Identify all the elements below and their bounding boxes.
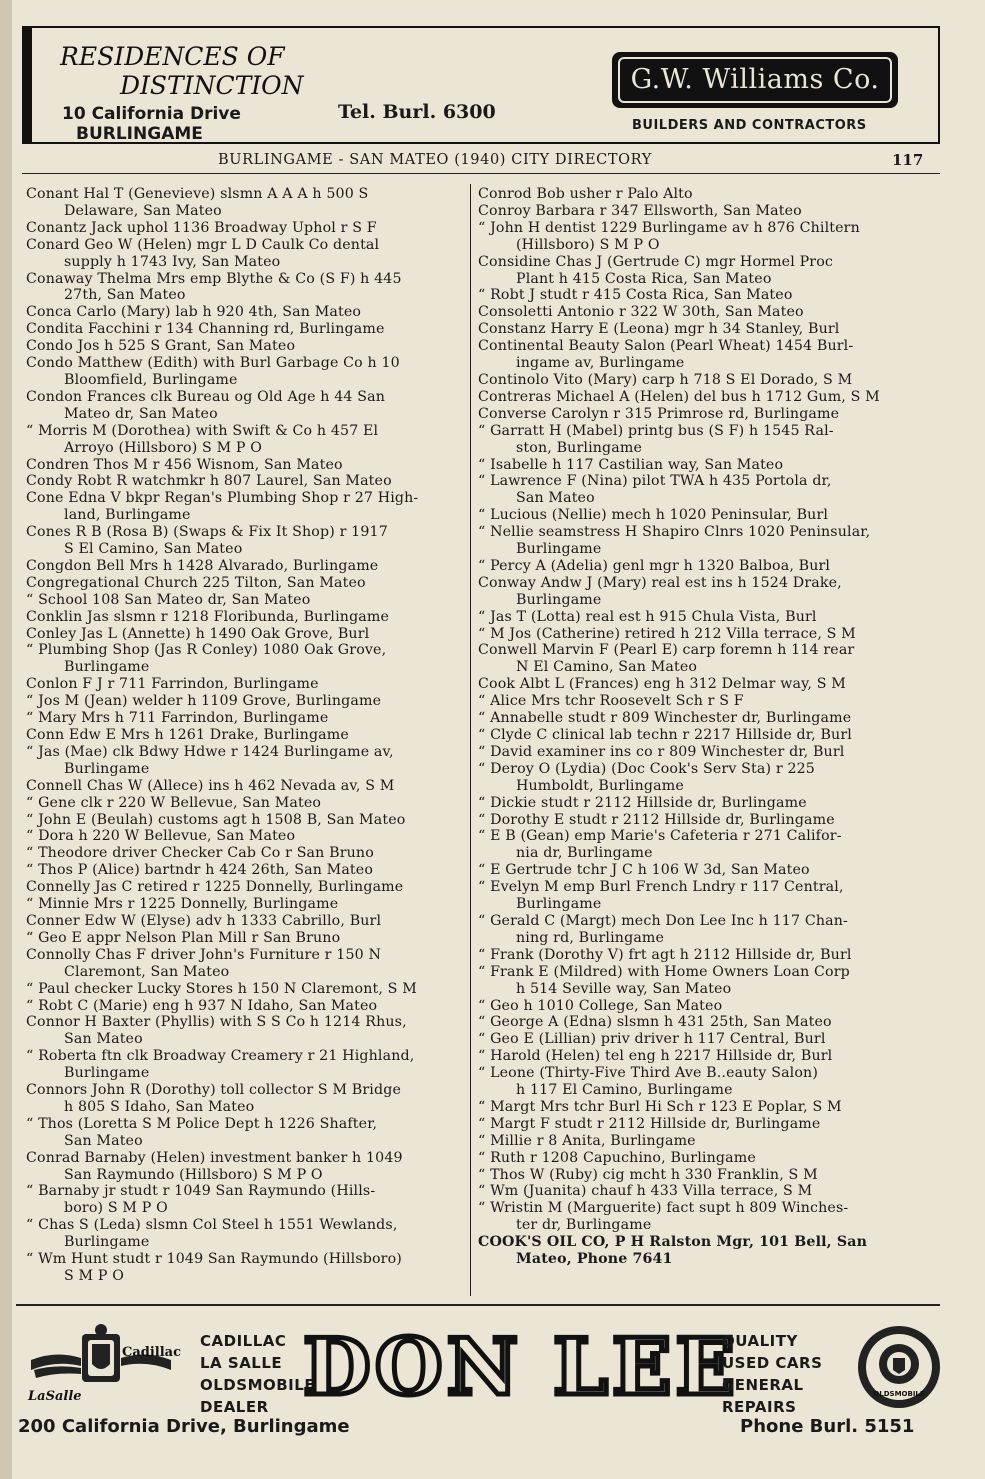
entry-continuation: San Mateo xyxy=(64,1031,143,1048)
entry-text: Conrad Barnaby (Helen) investment banker h 1049 xyxy=(26,1149,403,1166)
entry-continuation: boro) S M P O xyxy=(64,1200,168,1217)
directory-entry xyxy=(26,1048,466,1082)
entry-text: “ Nellie seamstress H Shapiro Clnrs 1020 Peninsular, xyxy=(478,524,871,541)
seal-text: OLDSMOBILE xyxy=(873,1390,925,1398)
directory-entry xyxy=(26,355,466,389)
directory-entry xyxy=(478,1183,936,1200)
running-title: BURLINGAME - SAN MATEO (1940) CITY DIRECTORY xyxy=(218,152,652,168)
directory-entry xyxy=(26,812,466,829)
directory-entry xyxy=(26,727,466,744)
entry-text: “ Dorothy E studt r 2112 Hillside dr, Burlingame xyxy=(478,811,835,828)
directory-entry xyxy=(26,998,466,1015)
entry-continuation: Delaware, San Mateo xyxy=(64,202,222,219)
entry-text: “ Mary Mrs h 711 Farrindon, Burlingame xyxy=(26,710,329,727)
directory-entry xyxy=(26,795,466,812)
directory-entry xyxy=(26,271,466,305)
entry-text: Connor H Baxter (Phyllis) with S S Co h 1214 Rhus, xyxy=(26,1014,407,1031)
entry-text: “ Isabelle h 117 Castilian way, San Mateo xyxy=(478,456,784,473)
service-line: QUALITY xyxy=(722,1332,798,1350)
entry-text: Connelly Jas C retired r 1225 Donnelly, Burlingame xyxy=(26,879,404,896)
entry-text: Cook Albt L (Frances) eng h 312 Delmar way, S M xyxy=(478,676,846,693)
directory-entry xyxy=(26,913,466,930)
directory-entry xyxy=(478,1014,936,1031)
don-lee-wordmark: DON LEE xyxy=(303,1322,739,1413)
entry-continuation: Plant h 415 Costa Rica, San Mateo xyxy=(516,270,772,287)
entry-continuation: S El Camino, San Mateo xyxy=(64,541,243,558)
directory-entry xyxy=(478,727,936,744)
entry-text: “ E Gertrude tchr J C h 106 W 3d, San Mateo xyxy=(478,862,810,879)
directory-entry xyxy=(478,304,936,321)
entry-text: Condon Frances clk Bureau og Old Age h 44 San xyxy=(26,388,385,405)
entry-text: Condy Robt R watchmkr h 807 Laurel, San Mateo xyxy=(26,473,392,490)
entry-text: “ Margt F studt r 2112 Hillside dr, Burlingame xyxy=(478,1115,821,1132)
directory-entry xyxy=(26,609,466,626)
entry-text: “ M Jos (Catherine) retired h 212 Villa terrace, S M xyxy=(478,625,856,642)
entry-text: Conlon F J r 711 Farrindon, Burlingame xyxy=(26,676,319,693)
directory-entry xyxy=(26,710,466,727)
entry-text: Condo Jos h 525 S Grant, San Mateo xyxy=(26,338,296,355)
directory-entry xyxy=(26,321,466,338)
directory-entry xyxy=(26,558,466,575)
entry-text: Connell Chas W (Allece) ins h 462 Nevada av, S M xyxy=(26,777,395,794)
entry-text: “ Wm (Juanita) chauf h 433 Villa terrace, S M xyxy=(478,1183,813,1200)
entry-text: “ Thos P (Alice) bartndr h 424 26th, San Mateo xyxy=(26,862,374,879)
directory-entry xyxy=(478,1048,936,1065)
entry-text: “ Deroy O (Lydia) (Doc Cook's Serv Sta) r 225 xyxy=(478,760,815,777)
directory-entry xyxy=(478,423,936,457)
entry-text: Conner Edw W (Elyse) adv h 1333 Cabrillo, Burl xyxy=(26,912,382,929)
entry-continuation: Burlingame xyxy=(64,1065,150,1082)
directory-entry xyxy=(26,592,466,609)
directory-entry xyxy=(478,457,936,474)
entry-continuation: h 805 S Idaho, San Mateo xyxy=(64,1098,255,1115)
entry-text: Converse Carolyn r 315 Primrose rd, Burlingame xyxy=(478,405,840,422)
entry-text: Conantz Jack uphol 1136 Broadway Uphol r S F xyxy=(26,219,377,236)
entry-text: Conca Carlo (Mary) lab h 920 4th, San Mateo xyxy=(26,304,362,321)
directory-entry xyxy=(478,389,936,406)
top-advertisement xyxy=(22,26,940,144)
directory-entry xyxy=(26,981,466,998)
oldsmobile-seal-icon xyxy=(856,1324,942,1410)
page-number: 117 xyxy=(892,151,924,169)
entry-text: Consoletti Antonio r 322 W 30th, San Mateo xyxy=(478,304,804,321)
directory-entry xyxy=(26,642,466,676)
directory-entry xyxy=(478,254,936,288)
entry-continuation: N El Camino, San Mateo xyxy=(516,659,698,676)
entry-text: Conn Edw E Mrs h 1261 Drake, Burlingame xyxy=(26,727,349,743)
entry-continuation: 27th, San Mateo xyxy=(64,287,186,304)
entry-text: Condita Facchini r 134 Channing rd, Burlingame xyxy=(26,321,385,338)
dealer-line: OLDSMOBILE xyxy=(200,1376,316,1394)
footer-rule xyxy=(16,1304,940,1306)
entry-continuation: Humboldt, Burlingame xyxy=(516,777,684,794)
entry-continuation: Burlingame xyxy=(516,896,602,913)
entry-text: Conwell Marvin F (Pearl E) carp foremn h 114 rear xyxy=(478,642,855,659)
directory-entry xyxy=(26,1014,466,1048)
entry-text: “ Geo E (Lillian) priv driver h 117 Central, Burl xyxy=(478,1031,826,1048)
entry-text: Condren Thos M r 456 Wisnom, San Mateo xyxy=(26,456,343,473)
directory-entry xyxy=(26,828,466,845)
directory-entry xyxy=(26,1217,466,1251)
entry-text: “ Ruth r 1208 Capuchino, Burlingame xyxy=(478,1149,756,1166)
entry-text: “ Geo E appr Nelson Plan Mill r San Bruno xyxy=(26,929,341,946)
entry-text: “ Roberta ftn clk Broadway Creamery r 21 Highland, xyxy=(26,1048,415,1065)
directory-entry xyxy=(26,947,466,981)
entry-text: “ Thos W (Ruby) cig mcht h 330 Franklin, S M xyxy=(478,1166,818,1183)
service-line: USED CARS xyxy=(722,1354,823,1372)
entry-text: “ Jas (Mae) clk Bdwy Hdwe r 1424 Burlingame av, xyxy=(26,743,394,760)
entry-continuation: h 117 El Camino, Burlingame xyxy=(516,1082,733,1099)
directory-entry xyxy=(26,338,466,355)
entry-text: “ Jos M (Jean) welder h 1109 Grove, Burlingame xyxy=(26,693,382,710)
directory-entry xyxy=(26,575,466,592)
directory-entry xyxy=(26,524,466,558)
directory-entry xyxy=(478,1200,936,1234)
entry-text: “ Frank E (Mildred) with Home Owners Loan Corp xyxy=(478,963,850,980)
entry-text: Contreras Michael A (Helen) del bus h 1712 Gum, S M xyxy=(478,388,880,405)
entry-text: Continolo Vito (Mary) carp h 718 S El Dorado, S M xyxy=(478,371,853,388)
directory-entry xyxy=(478,710,936,727)
entry-continuation: San Raymundo (Hillsboro) S M P O xyxy=(64,1166,323,1183)
entry-text: “ Lucious (Nellie) mech h 1020 Peninsular, Burl xyxy=(478,507,829,524)
entry-text: COOK'S OIL CO, P H Ralston Mgr, 101 Bell, San xyxy=(478,1234,868,1251)
entry-continuation: ter dr, Burlingame xyxy=(516,1217,652,1234)
dealer-address: 200 California Drive, Burlingame xyxy=(18,1416,350,1437)
directory-entry xyxy=(478,186,936,203)
entry-continuation: Mateo dr, San Mateo xyxy=(64,405,218,422)
dealer-line: CADILLAC xyxy=(200,1332,287,1350)
directory-entry xyxy=(478,1116,936,1133)
bottom-advertisement xyxy=(16,1308,941,1468)
emblem-word-lasalle: LaSalle xyxy=(28,1389,82,1404)
entry-text: Cones R B (Rosa B) (Swaps & Fix It Shop) r 1917 xyxy=(26,524,388,541)
entry-text: “ Jas T (Lotta) real est h 915 Chula Vista, Burl xyxy=(478,608,817,625)
entry-text: “ Geo h 1010 College, San Mateo xyxy=(478,997,723,1014)
directory-entry xyxy=(478,558,936,575)
entry-continuation: Bloomfield, Burlingame xyxy=(64,371,238,388)
directory-entry xyxy=(478,947,936,964)
entry-text: “ Percy A (Adelia) genl mgr h 1320 Balboa, Burl xyxy=(478,557,831,574)
directory-entry xyxy=(478,828,936,862)
entry-text: Conaway Thelma Mrs emp Blythe & Co (S F) h 445 xyxy=(26,270,402,287)
entry-text: “ School 108 San Mateo dr, San Mateo xyxy=(26,591,311,608)
directory-entry xyxy=(478,321,936,338)
directory-entry xyxy=(478,406,936,423)
directory-entry xyxy=(26,1183,466,1217)
directory-entry xyxy=(478,575,936,609)
directory-entry xyxy=(478,338,936,372)
entry-text: Conard Geo W (Helen) mgr L D Caulk Co dental xyxy=(26,236,380,253)
entry-text: “ Dickie studt r 2112 Hillside dr, Burlingame xyxy=(478,794,807,811)
entry-text: Congdon Bell Mrs h 1428 Alvarado, Burlingame xyxy=(26,557,379,574)
directory-entry xyxy=(478,1167,936,1184)
entry-text: Considine Chas J (Gertrude C) mgr Hormel Proc xyxy=(478,253,833,270)
entry-continuation: h 514 Seville way, San Mateo xyxy=(516,980,732,997)
entry-text: “ Clyde C clinical lab techn r 2217 Hillside dr, Burl xyxy=(478,727,852,743)
entry-text: “ Wristin M (Marguerite) fact supt h 809 Winches- xyxy=(478,1200,849,1217)
entry-text: “ Robt J studt r 415 Costa Rica, San Mateo xyxy=(478,287,793,304)
entry-text: “ Millie r 8 Anita, Burlingame xyxy=(478,1132,696,1149)
directory-entry xyxy=(478,693,936,710)
directory-entry xyxy=(478,1133,936,1150)
directory-entry xyxy=(26,744,466,778)
entry-text: “ Harold (Helen) tel eng h 2217 Hillside dr, Burl xyxy=(478,1048,833,1065)
entry-continuation: Burlingame xyxy=(64,760,150,777)
dealer-phone: Phone Burl. 5151 xyxy=(740,1416,915,1437)
directory-entry xyxy=(478,626,936,643)
ad-headline-line-2: DISTINCTION xyxy=(120,71,304,100)
directory-entry xyxy=(26,626,466,643)
entry-text: Conant Hal T (Genevieve) slsmn A A A h 500 S xyxy=(26,186,369,202)
entry-text: Continental Beauty Salon (Pearl Wheat) 1454 Burl- xyxy=(478,338,854,355)
entry-continuation: ning rd, Burlingame xyxy=(516,929,665,946)
entry-text: “ Gerald C (Margt) mech Don Lee Inc h 117 Chan- xyxy=(478,912,848,929)
directory-entry xyxy=(26,676,466,693)
header-rule xyxy=(22,173,940,174)
directory-entry xyxy=(478,964,936,998)
entry-continuation: Arroyo (Hillsboro) S M P O xyxy=(64,439,263,456)
entry-text: Connors John R (Dorothy) toll collector S M Bridge xyxy=(26,1082,402,1099)
ad-address: 10 California Drive xyxy=(62,104,241,124)
emblem-word-cadillac: Cadillac xyxy=(122,1345,182,1360)
directory-entry xyxy=(26,389,466,423)
entry-text: “ Theodore driver Checker Cab Co r San Bruno xyxy=(26,845,374,862)
directory-entry xyxy=(478,879,936,913)
directory-entry xyxy=(26,778,466,795)
entry-text: Congregational Church 225 Tilton, San Mateo xyxy=(26,574,366,591)
entry-text: “ Robt C (Marie) eng h 937 N Idaho, San Mateo xyxy=(26,997,378,1014)
entry-text: Conroy Barbara r 347 Ellsworth, San Mateo xyxy=(478,202,802,219)
entry-text: “ Leone (Thirty-Five Third Ave B..eauty Salon) xyxy=(478,1065,819,1082)
entry-text: “ John E (Beulah) customs agt h 1508 B, San Mateo xyxy=(26,811,406,828)
entry-continuation: Burlingame xyxy=(516,591,602,608)
entry-continuation: (Hillsboro) S M P O xyxy=(516,236,660,253)
williams-logo xyxy=(612,52,898,108)
dealer-line: LA SALLE xyxy=(200,1354,283,1372)
directory-entry xyxy=(478,676,936,693)
ad-tagline: BUILDERS AND CONTRACTORS xyxy=(632,118,867,133)
entry-continuation: San Mateo xyxy=(516,490,595,507)
entry-text: “ Paul checker Lucky Stores h 150 N Claremont, S M xyxy=(26,980,417,997)
entry-continuation: San Mateo xyxy=(64,1132,143,1149)
service-line: REPAIRS xyxy=(722,1398,797,1416)
entry-continuation: S M P O xyxy=(64,1268,125,1284)
directory-entry xyxy=(26,930,466,947)
entry-text: “ Chas S (Leda) slsmn Col Steel h 1551 Wewlands, xyxy=(26,1217,398,1234)
entry-continuation: Burlingame xyxy=(64,1234,150,1251)
entry-text: Conley Jas L (Annette) h 1490 Oak Grove, Burl xyxy=(26,625,370,642)
directory-entry xyxy=(478,1150,936,1167)
directory-entry xyxy=(478,913,936,947)
directory-entry xyxy=(478,524,936,558)
directory-entry xyxy=(26,1251,466,1285)
entry-continuation: land, Burlingame xyxy=(64,507,191,524)
don-lee-logo xyxy=(303,1316,739,1414)
entry-text: “ Margt Mrs tchr Burl Hi Sch r 123 E Poplar, S M xyxy=(478,1098,842,1115)
entry-text: Conklin Jas slsmn r 1218 Floribunda, Burlingame xyxy=(26,608,390,625)
williams-logo-text: G.W. Williams Co. xyxy=(618,57,892,103)
entry-text: “ Morris M (Dorothea) with Swift & Co h 457 El xyxy=(26,422,379,439)
directory-entry xyxy=(478,1234,936,1268)
entry-text: “ Lawrence F (Nina) pilot TWA h 435 Portola dr, xyxy=(478,473,832,490)
directory-entry xyxy=(26,473,466,490)
entry-text: “ Dora h 220 W Bellevue, San Mateo xyxy=(26,828,296,845)
directory-entry xyxy=(478,507,936,524)
service-lines xyxy=(722,1330,822,1418)
directory-entry xyxy=(26,186,466,220)
cadillac-lasalle-emblem-icon xyxy=(26,1320,182,1404)
directory-entry xyxy=(478,761,936,795)
directory-column-left xyxy=(26,186,466,1285)
directory-entry xyxy=(26,845,466,862)
entry-text: “ Plumbing Shop (Jas R Conley) 1080 Oak Grove, xyxy=(26,642,387,659)
directory-entry xyxy=(26,457,466,474)
directory-entry xyxy=(478,1031,936,1048)
entry-continuation: supply h 1743 Ivy, San Mateo xyxy=(64,253,281,270)
entry-continuation: Burlingame xyxy=(516,541,602,558)
directory-entry xyxy=(26,237,466,271)
entry-text: “ Minnie Mrs r 1225 Donnelly, Burlingame xyxy=(26,896,339,913)
entry-text: “ Barnaby jr studt r 1049 San Raymundo (Hills- xyxy=(26,1183,376,1200)
entry-text: “ Alice Mrs tchr Roosevelt Sch r S F xyxy=(478,693,744,710)
entry-text: “ David examiner ins co r 809 Winchester dr, Burl xyxy=(478,743,845,760)
directory-entry xyxy=(26,879,466,896)
entry-text: “ Gene clk r 220 W Bellevue, San Mateo xyxy=(26,794,322,811)
ad-telephone: Tel. Burl. 6300 xyxy=(338,101,496,123)
dealer-lines xyxy=(200,1330,315,1418)
service-line: GENERAL xyxy=(722,1376,804,1394)
entry-text: “ E B (Gean) emp Marie's Cafeteria r 271 Califor- xyxy=(478,828,842,845)
entry-continuation: nia dr, Burlingame xyxy=(516,845,653,862)
ad-headline-line-1: RESIDENCES OF xyxy=(60,42,285,71)
entry-continuation: Burlingame xyxy=(64,659,150,676)
directory-entry xyxy=(26,423,466,457)
directory-entry xyxy=(478,642,936,676)
directory-entry xyxy=(478,609,936,626)
directory-entry xyxy=(478,220,936,254)
directory-entry xyxy=(478,372,936,389)
entry-continuation: Mateo, Phone 7641 xyxy=(516,1251,673,1268)
directory-entry xyxy=(26,304,466,321)
entry-text: Condo Matthew (Edith) with Burl Garbage Co h 10 xyxy=(26,355,400,372)
entry-text: “ Thos (Loretta S M Police Dept h 1226 Shafter, xyxy=(26,1115,378,1132)
directory-entry xyxy=(478,998,936,1015)
directory-entry xyxy=(478,812,936,829)
ad-city: BURLINGAME xyxy=(76,124,203,144)
entry-text: Connolly Chas F driver John's Furniture r 150 N xyxy=(26,946,382,963)
directory-entry xyxy=(478,1099,936,1116)
directory-entry xyxy=(478,862,936,879)
directory-entry xyxy=(26,862,466,879)
directory-entry xyxy=(26,1116,466,1150)
directory-entry xyxy=(26,220,466,237)
entry-text: Constanz Harry E (Leona) mgr h 34 Stanley, Burl xyxy=(478,321,840,338)
page-edge xyxy=(0,0,12,1479)
entry-text: “ George A (Edna) slsmn h 431 25th, San Mateo xyxy=(478,1014,832,1031)
directory-entry xyxy=(478,203,936,220)
directory-entry xyxy=(478,1065,936,1099)
entry-continuation: ingame av, Burlingame xyxy=(516,355,685,372)
directory-entry xyxy=(478,473,936,507)
entry-text: Cone Edna V bkpr Regan's Plumbing Shop r 27 High- xyxy=(26,490,419,507)
entry-text: “ Evelyn M emp Burl French Lndry r 117 Central, xyxy=(478,879,844,896)
entry-continuation: Claremont, San Mateo xyxy=(64,963,230,980)
entry-text: “ Frank (Dorothy V) frt agt h 2112 Hillside dr, Burl xyxy=(478,946,852,963)
entry-text: Conway Andw J (Mary) real est ins h 1524 Drake, xyxy=(478,574,842,591)
directory-entry xyxy=(26,1082,466,1116)
entry-text: “ John H dentist 1229 Burlingame av h 876 Chiltern xyxy=(478,219,860,236)
entry-text: “ Garratt H (Mabel) printg bus (S F) h 1545 Ral- xyxy=(478,422,834,439)
directory-entry xyxy=(26,896,466,913)
entry-text: “ Annabelle studt r 809 Winchester dr, Burlingame xyxy=(478,710,852,727)
entry-text: Conrod Bob usher r Palo Alto xyxy=(478,186,693,202)
directory-entry xyxy=(478,795,936,812)
directory-entry xyxy=(478,287,936,304)
dealer-line: DEALER xyxy=(200,1398,269,1416)
column-divider xyxy=(470,184,471,1296)
entry-continuation: ston, Burlingame xyxy=(516,439,643,456)
directory-entry xyxy=(478,744,936,761)
entry-text: “ Wm Hunt studt r 1049 San Raymundo (Hillsboro) xyxy=(26,1251,402,1268)
directory-column-right xyxy=(478,186,936,1268)
directory-entry xyxy=(26,1150,466,1184)
directory-entry xyxy=(26,490,466,524)
directory-entry xyxy=(26,693,466,710)
